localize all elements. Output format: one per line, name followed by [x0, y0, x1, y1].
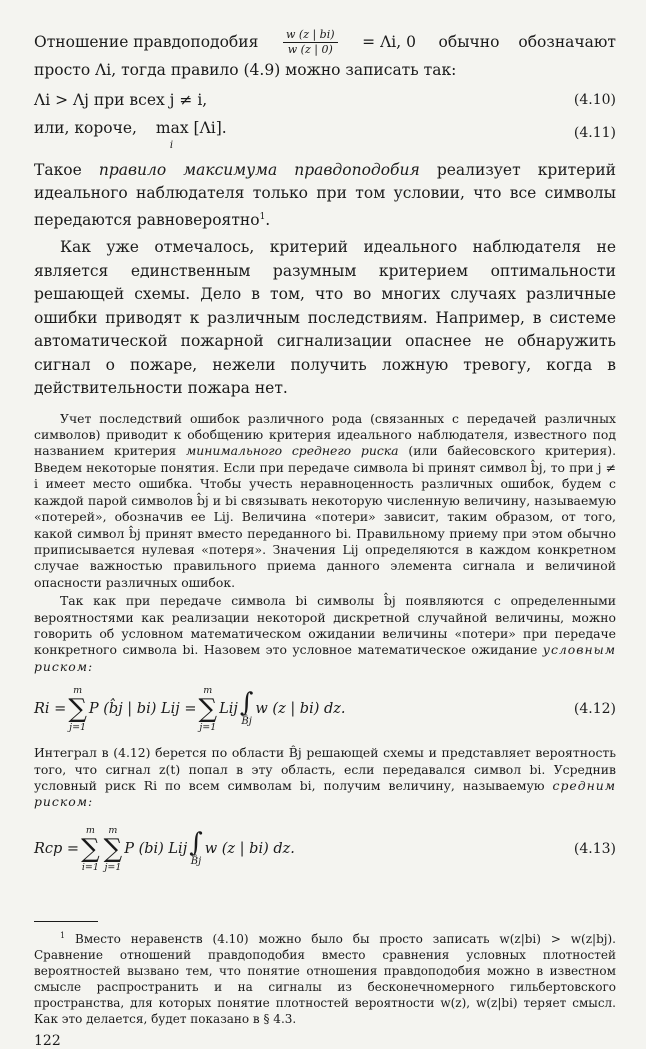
equation-4-12-term3: w (z | bi) dz.: [255, 701, 346, 718]
equation-4-13-term2: w (z | bi) dz.: [204, 840, 295, 857]
page-number: 122: [34, 1032, 61, 1049]
equation-4-11-number: (4.11): [573, 124, 616, 141]
sigma-glyph: ∑: [103, 833, 123, 864]
sum-sign-j: [68, 685, 87, 733]
fraction-equals: = Λi, 0: [362, 32, 416, 51]
sum-upper-limit: m: [85, 824, 95, 836]
equation-4-12-body: [34, 685, 346, 733]
equation-4-10: [34, 87, 616, 113]
equation-4-12: [34, 685, 616, 733]
footnote: [34, 928, 616, 1027]
equation-4-11-formula: max [Λi].: [155, 118, 227, 137]
equation-4-12-number: (4.12): [573, 701, 616, 718]
paragraph-3-text-c: (или байесовского критерия). Введем некоторые понятия. Если при передаче символа bi принят символ b̂j, то при j ≠ i имеет место ошибка. Чтобы учесть неравноценность различных ошибок, будем с каждой парой символов b̂j и bi связывать некоторую численную величину, называемую «потерей», обозначив ее Lij. Величина «потери» зависит, таким образом, от того, какой символ b̂j принят вместо переданного bi. Правильному приему при этом обычно приписывается нулевая «потеря». Значения Lij определяются в каждом конкретном случае важностью правильного приема данного элемента сигнала и величиной опасности различных ошибок.: [34, 443, 617, 590]
equation-4-13: [34, 825, 616, 873]
equation-4-13-body: [34, 825, 295, 873]
equation-4-12-lhs: Ri =: [34, 701, 67, 718]
sigma-glyph: ∑: [68, 694, 87, 725]
equation-4-10-number: (4.10): [573, 91, 616, 108]
max-operator: [156, 115, 227, 151]
sum2-upper-limit: m: [203, 685, 213, 697]
fraction-denominator: w (z | 0): [287, 43, 333, 56]
integral-lower-limit: B̂j: [190, 855, 202, 867]
paragraph-1-text-d: .: [265, 210, 271, 229]
equation-4-12-term1: P (b̂j | bi) Lij =: [88, 701, 197, 718]
sum-sign-j: [104, 825, 123, 873]
integral-glyph: ∫: [239, 688, 254, 719]
fraction-numerator: w (z | bi): [283, 28, 338, 43]
sum-sign-i: [81, 825, 100, 873]
sum-lower-limit: j=1: [69, 722, 87, 734]
paragraph-loss: [34, 411, 616, 591]
paragraph-4-text-a: Так как при передаче символа bi символы b̂j появляются с определенными вероятностями как реализации некоторой дискретной случайной величины, можно говорить об условном математическом ожидании величины «потери» при передаче конкретного символа bi. Назовем это условное математическое ожидание: [34, 593, 616, 658]
paragraph-3-text-a: Учет последствий ошибок различного рода (связанных с передачей различных символов) приводит к обобщению критерия идеального наблюдателя, известного под названием критерия: [34, 410, 616, 459]
book-page: [34, 28, 616, 1049]
footnote-reference[interactable]: 1: [259, 211, 266, 222]
paragraph-1-text-a: Такое: [34, 160, 99, 179]
paragraph-5-text-a: Интеграл в (4.12) берется по области B̂j решающей схемы и представляет вероятность того, что сигнал z(t) попал в эту область, если передавался символ bi. Усреднив условный риск Ri по всем символам bi, получим величину, называемую: [34, 745, 616, 793]
integral-glyph: ∫: [189, 827, 203, 858]
equation-4-13-term1: P (bi) Lij: [124, 840, 188, 857]
sum-upper-limit: m: [73, 685, 83, 697]
sum-sign-j-2: [199, 685, 218, 733]
equation-4-11: [34, 115, 616, 151]
paragraph-1-text-c: реализует критерий идеального наблюдателя только при том условии, что все символы передаются равновероятно: [34, 160, 616, 229]
max-subscript: i: [169, 139, 174, 151]
conditional-risk-term: условным риском:: [34, 642, 616, 674]
integral-sign: [189, 827, 203, 868]
integral-sign: [240, 690, 254, 728]
footnote-divider: [34, 921, 98, 922]
paragraph-criterion: Как уже отмечалось, критерий идеального наблюдателя не является единственным разумным критерием оптимальности решающей схемы. Дело в том, что во многих случаях различные ошибки приводят к различным последствиям. Например, в системе автоматической пожарной сигнализации опаснее не обнаружить сигнал о пожаре, нежели получить ложную тревогу, когда в действительности пожара нет.: [34, 238, 616, 398]
min-average-risk-term: минимального среднего риска: [186, 443, 399, 459]
intro-text-before: Отношение правдоподобия: [34, 32, 259, 51]
paragraph-integral: [34, 745, 616, 811]
equation-4-13-lhs: Rср =: [34, 840, 80, 857]
equation-4-13-number: (4.13): [573, 840, 616, 857]
paragraph-conditional-risk: [34, 593, 616, 675]
sigma-glyph: ∑: [81, 833, 100, 864]
max-likelihood-rule-term: правило максимума правдоподобия: [98, 160, 420, 179]
sum2-lower-limit: j=1: [199, 722, 217, 734]
intro-line-1: [34, 28, 616, 57]
paragraph-max-likelihood: [34, 159, 616, 233]
average-risk-term: средним риском:: [34, 777, 616, 810]
footnote-text: Вместо неравенств (4.10) можно было бы просто записать w(z|bi) > w(z|bj). Сравнение отношений правдоподобия вместо сравнения условных плотностей вероятностей вызвано тем, что понятие отношения правдоподобия можно в известном смысле распространить и на сигналы из бесконечномерного гильбертовского пространства, для которых понятие плотностей вероятности w(z), w(z|bi) теряет смысл. Как это делается, будет показано в § 4.3.: [34, 931, 616, 1026]
likelihood-ratio-fraction: [283, 28, 338, 57]
sum-lower-limit: i=1: [81, 861, 99, 873]
footnote-section: [34, 921, 616, 1027]
sum2-upper-limit: m: [108, 824, 118, 836]
intro-line-2: просто Λi, тогда правило (4.9) можно записать так:: [34, 61, 457, 79]
equation-4-12-term2: Lij: [219, 701, 238, 718]
equation-4-11-prefix: или, короче,: [34, 118, 137, 137]
sum2-lower-limit: j=1: [104, 861, 122, 873]
equation-4-11-left: [34, 115, 227, 151]
integral-lower-limit: B̂j: [241, 716, 252, 728]
sigma-glyph: ∑: [198, 694, 218, 725]
equation-4-10-formula: Λi > Λj при всех j ≠ i,: [34, 90, 208, 109]
intro-text-after: обычно обозначают: [438, 32, 616, 51]
footnote-mark: 1: [60, 930, 66, 940]
